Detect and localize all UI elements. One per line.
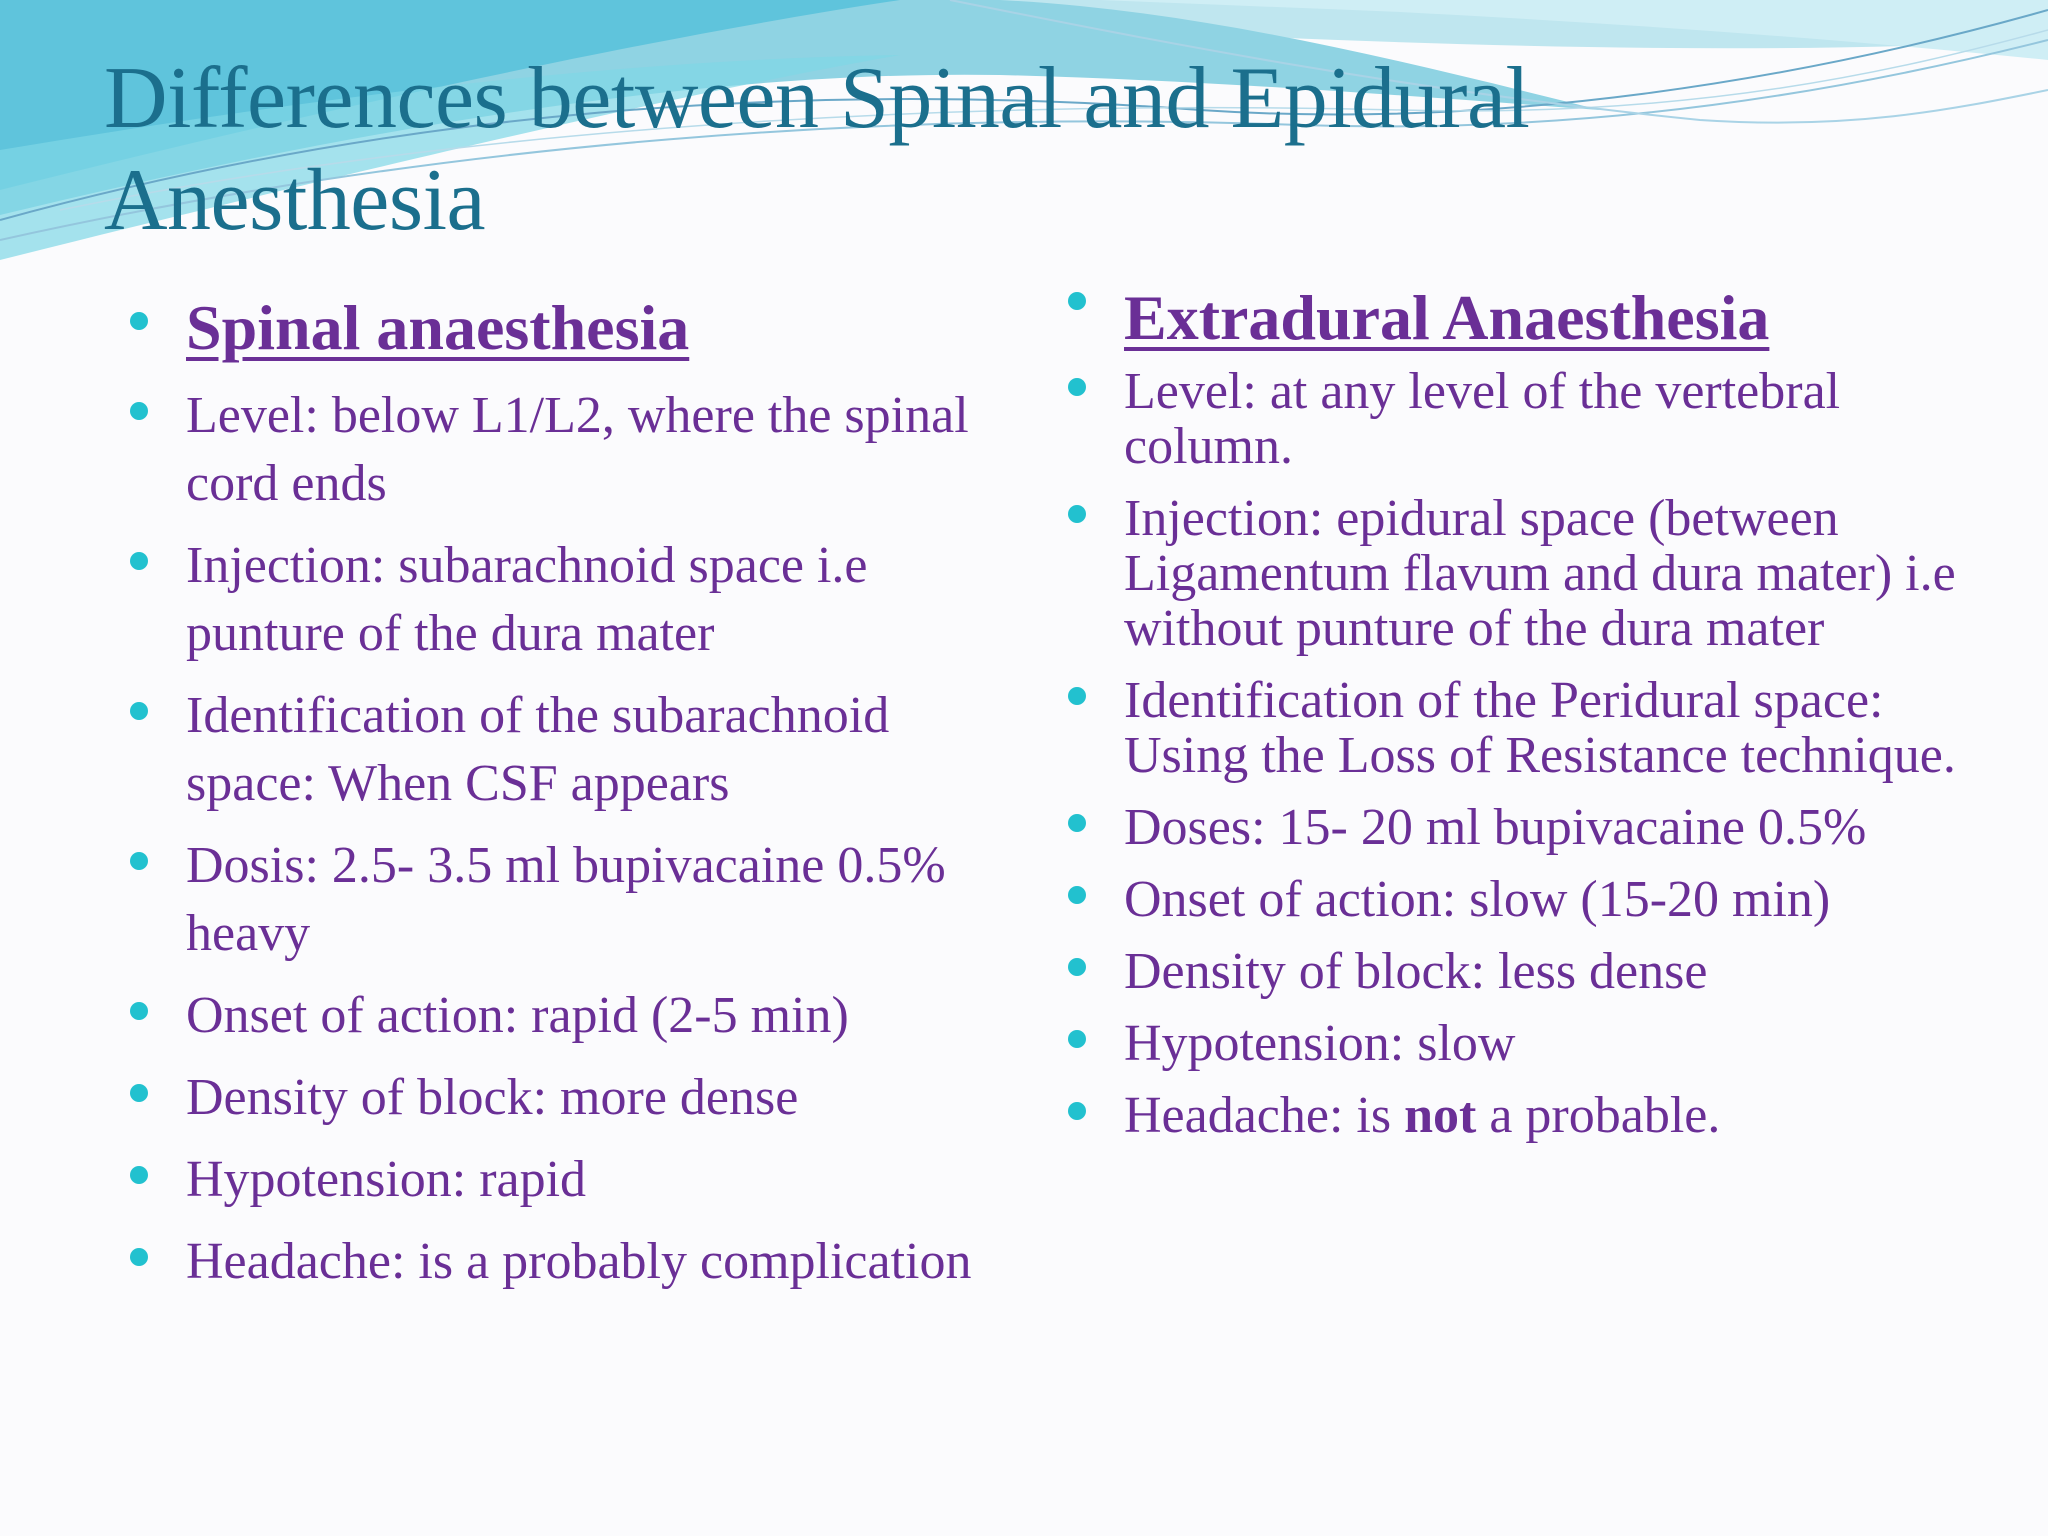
bullet-icon (130, 702, 148, 720)
list-item (1068, 800, 1968, 855)
extradural-level: Level: at any level of the vertebral column. (1124, 363, 1841, 475)
extradural-list (1068, 278, 1968, 1143)
list-item (1068, 944, 1968, 999)
extradural-injection: Injection: epidural space (between Ligamentum flavum and dura mater) i.e without punture of the dura mater (1124, 490, 1956, 657)
list-item (130, 832, 1010, 968)
bullet-icon (1068, 1102, 1086, 1120)
list-item (130, 382, 1010, 518)
spinal-level: Level: below L1/L2, where the spinal cord ends (186, 387, 969, 512)
headache-text-after: a probable. (1476, 1087, 1721, 1144)
spinal-identification: Identification of the subarachnoid space: When CSF appears (186, 687, 890, 812)
extradural-doses: Doses: 15- 20 ml bupivacaine 0.5% (1124, 799, 1867, 856)
spinal-hypotension: Hypotension: rapid (186, 1151, 587, 1208)
list-item (130, 1064, 1010, 1132)
bullet-icon (1068, 505, 1086, 523)
bullet-icon (130, 1002, 148, 1020)
extradural-heading-text: Extradural Anaesthesia (1124, 282, 1770, 353)
list-item (130, 532, 1010, 668)
bullet-icon (1068, 886, 1086, 904)
spinal-headache: Headache: is a probably complication (186, 1233, 972, 1290)
bullet-icon (1068, 958, 1086, 976)
spinal-column (130, 288, 1010, 1310)
spinal-list (130, 288, 1010, 1296)
spinal-dosis: Dosis: 2.5- 3.5 ml bupivacaine 0.5% heavy (186, 837, 946, 962)
bullet-icon (1068, 292, 1086, 310)
list-item (130, 1228, 1010, 1296)
bullet-icon (130, 312, 148, 330)
extradural-heading (1068, 278, 1968, 358)
bullet-icon (130, 1166, 148, 1184)
spinal-injection: Injection: subarachnoid space i.e punture of the dura mater (186, 537, 868, 662)
extradural-hypotension: Hypotension: slow (1124, 1015, 1516, 1072)
list-item (130, 982, 1010, 1050)
list-item (1068, 1016, 1968, 1071)
spinal-heading (130, 288, 1010, 368)
list-item (1068, 872, 1968, 927)
extradural-onset: Onset of action: slow (15-20 min) (1124, 871, 1831, 928)
bullet-icon (1068, 1030, 1086, 1048)
spinal-density: Density of block: more dense (186, 1069, 799, 1126)
bullet-icon (130, 1248, 148, 1266)
bullet-icon (130, 402, 148, 420)
extradural-density: Density of block: less dense (1124, 943, 1708, 1000)
spinal-heading-text: Spinal anaesthesia (186, 292, 690, 363)
bullet-icon (1068, 378, 1086, 396)
slide-title: Differences between Spinal and Epidural Anesthesia (104, 50, 1530, 249)
bullet-icon (1068, 687, 1086, 705)
list-item (1068, 673, 1968, 783)
bullet-icon (130, 852, 148, 870)
spinal-onset: Onset of action: rapid (2-5 min) (186, 987, 849, 1044)
list-item (130, 1146, 1010, 1214)
extradural-headache (1124, 1087, 1720, 1144)
extradural-column (1068, 278, 1968, 1160)
list-item (130, 682, 1010, 818)
list-item (1068, 364, 1968, 474)
bullet-icon (130, 1084, 148, 1102)
bullet-icon (130, 552, 148, 570)
list-item (1068, 1088, 1968, 1143)
list-item (1068, 491, 1968, 656)
headache-text-before: Headache: is (1124, 1087, 1405, 1144)
bullet-icon (1068, 814, 1086, 832)
extradural-identification: Identification of the Peridural space: Using the Loss of Resistance technique. (1124, 672, 1956, 784)
headache-text-emphasis: not (1404, 1087, 1477, 1144)
